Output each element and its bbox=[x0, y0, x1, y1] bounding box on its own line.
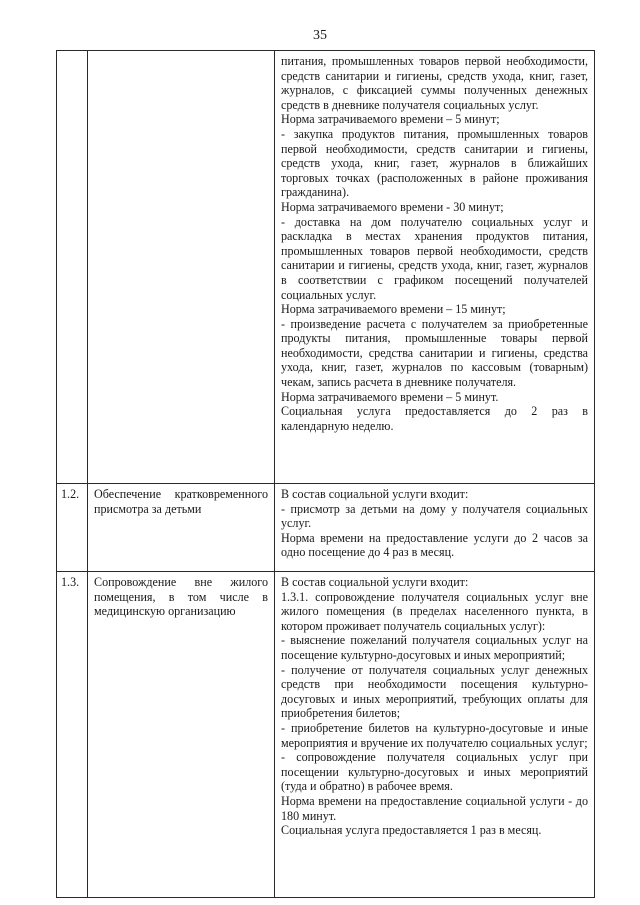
description-line: - присмотр за детьми на дому у получателя социальных услуг. bbox=[281, 501, 588, 531]
description-line: - произведение расчета с получателем за приобретенные продукты питания, промышленные товары первой необходимости, средства санитарии и гигиены, средства ухода, книг, газет, журналов по кассовым (товарным) чекам, запись расчета в дневнике получателя. bbox=[281, 316, 588, 390]
row-number: 1.2. bbox=[57, 484, 88, 572]
description-line: В состав социальной услуги входит: bbox=[281, 487, 469, 501]
page-number: 35 bbox=[313, 28, 327, 43]
description-line: 1.3.1. сопровождение получателя социальных услуг вне жилого помещения (в пределах населенного пункта, в котором проживает получатель социальных услуг): bbox=[281, 589, 588, 633]
description-line: - получение от получателя социальных услуг денежных средств при необходимости посещения культурно-досуговых и иных мероприятий, требующих оплаты для приобретения билетов; bbox=[281, 662, 588, 721]
service-description bbox=[275, 572, 595, 898]
table-row-1-2 bbox=[57, 484, 595, 572]
row-number: 1.3. bbox=[57, 572, 88, 898]
table-row-1-3 bbox=[57, 572, 595, 898]
description-line: Норма затрачиваемого времени – 5 минут. bbox=[281, 389, 499, 404]
description-line: - закупка продуктов питания, промышленных товаров первой необходимости, средств санитарии и гигиены, средств ухода, книг, газет, журналов в ближайших торговых точках (расположенных в районе проживания гражданина). bbox=[281, 126, 588, 200]
description-line: Норма времени на предоставление социальной услуги - до 180 минут. bbox=[281, 793, 588, 823]
description-line: В состав социальной услуги входит: bbox=[281, 575, 469, 589]
service-name bbox=[88, 572, 275, 898]
description-line: - выяснение пожеланий получателя социальных услуг на посещение культурно-досуговых и иных мероприятий; bbox=[281, 633, 588, 662]
description-line: Социальная услуга предоставляется 1 раз в месяц. bbox=[281, 823, 542, 838]
row-number bbox=[57, 51, 88, 484]
description-line: Социальная услуга предоставляется до 2 раз в календарную неделю. bbox=[281, 404, 588, 433]
description-line: Норма затрачиваемого времени – 15 минут; bbox=[281, 302, 506, 317]
description-line: Норма затрачиваемого времени – 5 минут; bbox=[281, 112, 500, 127]
service-name bbox=[88, 484, 275, 572]
description-line: - приобретение билетов на культурно-досуговые и иные мероприятия и вручение их получателю социальных услуг; bbox=[281, 720, 588, 750]
table-row-continuation bbox=[57, 51, 595, 484]
description-line: - доставка на дом получателю социальных услуг и раскладка в местах хранения продуктов питания, промышленных товаров первой необходимости, средств санитарии и гигиены, средств ухода, книг, газет, журналов в соответствии с графиком посещений получателей социальных услуг. bbox=[281, 214, 588, 302]
description-line: - сопровождение получателя социальных услуг при посещении культурно-досуговых и иных мероприятий (туда и обратно) в рабочее время. bbox=[281, 750, 588, 794]
service-name-text: Обеспечение кратковременного присмотра за детьми bbox=[94, 487, 268, 516]
service-description bbox=[275, 51, 595, 484]
description-line: Норма времени на предоставление услуги до 2 часов за одно посещение до 4 раз в месяц. bbox=[281, 530, 588, 560]
description-line: питания, промышленных товаров первой необходимости, средств санитарии и гигиены, средств ухода, книг, газет, журналов, с фиксацией суммы полученных денежных средств в дневнике получателя социальных услуг. bbox=[281, 54, 588, 112]
description-line: Норма затрачиваемого времени - 30 минут; bbox=[281, 199, 504, 214]
service-name bbox=[88, 51, 275, 484]
services-table bbox=[56, 50, 595, 898]
service-name-text: Сопровождение вне жилого помещения, в том числе в медицинскую организацию bbox=[94, 575, 268, 619]
service-description bbox=[275, 484, 595, 572]
